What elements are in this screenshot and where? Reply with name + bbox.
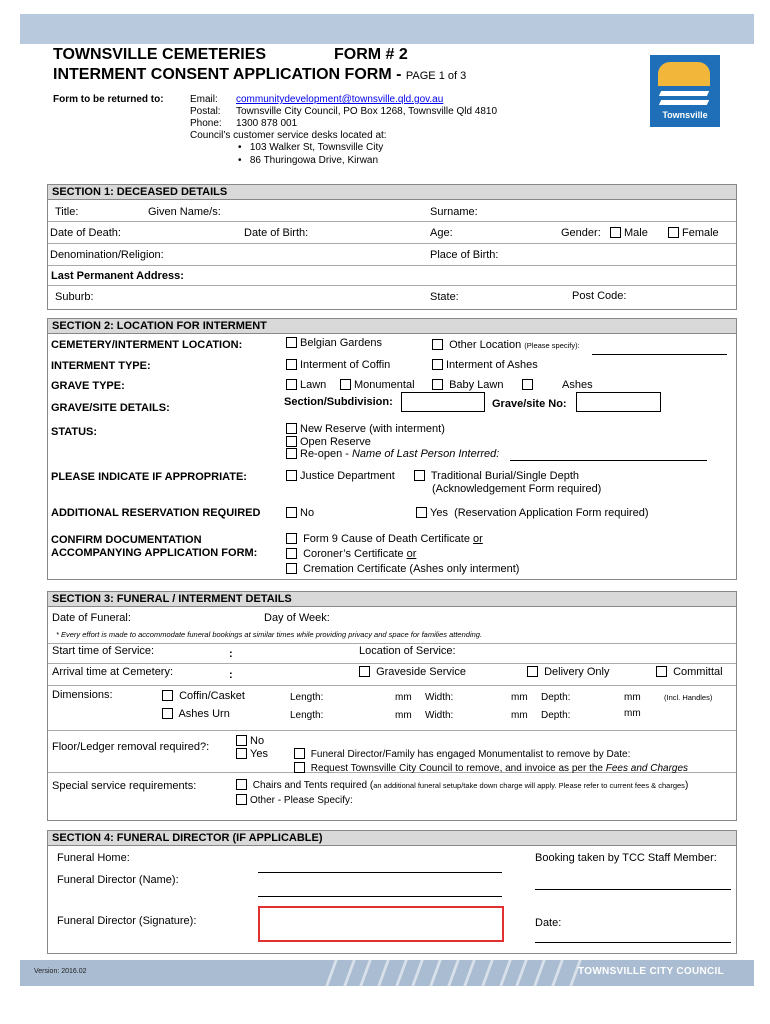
section-subdivision-input[interactable] — [401, 392, 485, 412]
day-of-week-field[interactable]: Day of Week: — [264, 612, 330, 624]
page-indicator: PAGE 1 of 3 — [405, 70, 467, 82]
coffin-length-mm: mm — [395, 692, 412, 703]
postal-address: Townsville City Council, PO Box 1268, Townsville Qld 4810 — [236, 106, 498, 117]
council-remove-label: Request Townsville City Council to remove, and invoice as per the — [310, 763, 606, 774]
other-specify-checkbox[interactable] — [236, 794, 247, 805]
lawn-label: Lawn — [300, 379, 327, 391]
coffin-casket-checkbox[interactable] — [162, 690, 173, 701]
other-location-line[interactable] — [592, 354, 727, 355]
place-of-birth-field[interactable]: Place of Birth: — [430, 249, 499, 261]
open-reserve-checkbox[interactable] — [286, 436, 297, 447]
floor-ledger-label: Floor/Ledger removal required?: — [52, 741, 210, 753]
female-checkbox-box[interactable] — [668, 227, 679, 238]
interment-type-label: INTERMENT TYPE: — [51, 360, 151, 372]
monumental-option[interactable] — [340, 379, 415, 391]
surname-field[interactable]: Surname: — [430, 206, 478, 218]
ashes-urn-option[interactable] — [162, 708, 230, 720]
coffin-depth-label[interactable]: Depth: — [541, 692, 571, 703]
desk-2-text: 86 Thuringowa Drive, Kirwan — [249, 155, 379, 166]
interment-ashes-label: Interment of Ashes — [446, 359, 538, 371]
cremation-option[interactable] — [286, 563, 519, 575]
monumentalist-checkbox[interactable] — [294, 748, 305, 759]
urn-width-mm: mm — [511, 710, 528, 721]
urn-length-mm: mm — [395, 710, 412, 721]
coffin-casket-label: Coffin/Casket — [179, 690, 245, 702]
other-location-label: Other Location — [449, 339, 522, 351]
interment-ashes-option[interactable] — [432, 359, 538, 371]
form-number: FORM # 2 — [334, 46, 408, 63]
ashes-grave-checkbox[interactable] — [522, 379, 533, 390]
belgian-gardens-label: Belgian Gardens — [300, 337, 382, 349]
graveside-label: Graveside Service — [376, 666, 466, 678]
male-label: Male — [624, 227, 648, 239]
fd-name-line[interactable] — [258, 896, 502, 897]
coffin-width-label[interactable]: Width: — [425, 692, 454, 703]
additional-reservation-label: ADDITIONAL RESERVATION REQUIRED — [51, 507, 261, 519]
suburb-field[interactable]: Suburb: — [55, 291, 94, 303]
section-3-heading: SECTION 3: FUNERAL / INTERMENT DETAILS — [48, 592, 736, 607]
other-location-checkbox[interactable] — [432, 339, 443, 350]
coffin-casket-option[interactable] — [162, 690, 245, 702]
floor-yes-label: Yes — [250, 748, 268, 760]
form9-option[interactable] — [286, 533, 483, 545]
chairs-tents-option[interactable] — [236, 779, 688, 791]
please-indicate-label: PLEASE INDICATE IF APPROPRIATE: — [51, 471, 247, 483]
urn-depth-mm: mm — [624, 708, 641, 719]
committal-option[interactable] — [656, 666, 723, 678]
ashes-urn-label: Ashes Urn — [178, 708, 230, 720]
other-location-option[interactable] — [432, 339, 580, 351]
committal-label: Committal — [673, 666, 723, 678]
reopen-label: Re-open - — [300, 448, 352, 460]
date-line[interactable] — [535, 942, 731, 943]
date-of-birth-field[interactable]: Date of Birth: — [244, 227, 309, 239]
gender-label: Gender: — [561, 227, 601, 239]
lawn-option[interactable] — [286, 379, 326, 391]
phone-label: Phone: — [190, 118, 222, 129]
open-reserve-option[interactable] — [286, 436, 371, 448]
floor-no-label: No — [250, 735, 265, 747]
staff-member-line[interactable] — [535, 889, 731, 890]
given-names-field[interactable]: Given Name/s: — [148, 206, 221, 218]
ashes-urn-checkbox[interactable] — [162, 708, 173, 719]
other-specify-option[interactable] — [236, 794, 353, 806]
cremation-label: Cremation Certificate (Ashes only interment) — [303, 563, 520, 575]
council-remove-checkbox[interactable] — [294, 762, 305, 773]
arrival-time-field[interactable]: Arrival time at Cemetery: — [52, 666, 174, 678]
monumentalist-option[interactable] — [294, 748, 630, 760]
graveside-checkbox[interactable] — [359, 666, 370, 677]
council-remove-option[interactable] — [294, 762, 688, 774]
phone-number: 1300 878 001 — [236, 118, 298, 129]
header-bar — [20, 14, 754, 44]
start-time-colon: : — [229, 648, 233, 660]
booking-note: * Every effort is made to accommodate funeral bookings at similar times while providing privacy and space for families attending. — [56, 630, 483, 639]
floor-no-option[interactable] — [236, 735, 264, 747]
baby-lawn-option[interactable] — [432, 379, 504, 391]
additional-reservation-no[interactable] — [286, 507, 314, 519]
incl-handles-note: (Incl. Handles) — [664, 693, 713, 702]
logo-wave-2 — [659, 100, 709, 105]
return-label: Form to be returned to: — [53, 94, 164, 105]
delivery-only-label: Delivery Only — [544, 666, 610, 678]
section-2-heading: SECTION 2: LOCATION FOR INTERMENT — [48, 319, 736, 334]
dimensions-label: Dimensions: — [52, 689, 113, 701]
reservation-no-checkbox[interactable] — [286, 507, 297, 518]
chairs-tents-close: ) — [684, 780, 689, 791]
funeral-home-line[interactable] — [258, 872, 502, 873]
footer-stripes — [320, 960, 600, 986]
form-title: INTERMENT CONSENT APPLICATION FORM - — [53, 66, 402, 83]
coroner-option[interactable] — [286, 548, 416, 560]
state-field[interactable]: State: — [430, 291, 459, 303]
committal-checkbox[interactable] — [656, 666, 667, 677]
additional-reservation-yes[interactable] — [416, 507, 649, 519]
council-footer-label: TOWNSVILLE CITY COUNCIL — [578, 966, 724, 977]
email-address[interactable]: communitydevelopment@townsville.qld.gov.au — [236, 94, 444, 105]
arrival-time-colon: : — [229, 669, 233, 681]
fd-signature-box[interactable] — [258, 906, 504, 942]
email-label: Email: — [190, 94, 218, 105]
urn-length-label[interactable]: Length: — [290, 710, 324, 721]
funeral-home-label: Funeral Home: — [57, 852, 130, 864]
section-4-heading: SECTION 4: FUNERAL DIRECTOR (IF APPLICABLE) — [48, 831, 736, 846]
new-reserve-checkbox[interactable] — [286, 423, 297, 434]
status-label: STATUS: — [51, 426, 98, 438]
floor-yes-option[interactable] — [236, 748, 268, 760]
confirm-doc-label-2: ACCOMPANYING APPLICATION FORM: — [51, 547, 258, 559]
grave-site-no-input[interactable] — [576, 392, 661, 412]
coroner-label: Coroner’s Certificate — [303, 548, 407, 560]
fees-charges-label: Fees and Charges — [605, 763, 689, 774]
section-1-heading: SECTION 1: DECEASED DETAILS — [48, 185, 736, 200]
delivery-only-option[interactable] — [527, 666, 609, 678]
female-label: Female — [682, 227, 719, 239]
reservation-no-label: No — [300, 507, 315, 519]
delivery-only-checkbox[interactable] — [527, 666, 538, 677]
traditional-burial-label: Traditional Burial/Single Depth — [430, 470, 580, 482]
baby-lawn-label: Baby Lawn — [449, 379, 504, 391]
cremation-checkbox[interactable] — [286, 563, 297, 574]
coffin-length-label[interactable]: Length: — [290, 692, 324, 703]
interment-coffin-checkbox[interactable] — [286, 359, 297, 370]
monumentalist-label: Funeral Director/Family has engaged Monumentalist to remove by Date: — [310, 749, 631, 760]
traditional-burial-checkbox[interactable] — [414, 470, 425, 481]
location-of-service-field[interactable]: Location of Service: — [359, 645, 456, 657]
section-1 — [47, 184, 737, 310]
page-title — [53, 66, 466, 84]
form9-or: or — [473, 533, 483, 545]
logo-sun-shape — [658, 62, 710, 86]
monumental-checkbox[interactable] — [340, 379, 351, 390]
coffin-width-mm: mm — [511, 692, 528, 703]
other-specify-label: Other - Please Specify: — [250, 795, 353, 806]
grave-type-label: GRAVE TYPE: — [51, 380, 125, 392]
fd-name-label: Funeral Director (Name): — [57, 874, 179, 886]
logo-wave-1 — [659, 91, 709, 96]
last-address-label[interactable]: Last Permanent Address: — [51, 270, 184, 282]
postal-label: Postal: — [190, 106, 221, 117]
urn-depth-label[interactable]: Depth: — [541, 710, 571, 721]
confirm-doc-label-1: CONFIRM DOCUMENTATION — [51, 534, 202, 546]
justice-department-option[interactable] — [286, 470, 395, 482]
floor-no-checkbox[interactable] — [236, 735, 247, 746]
date-of-death-field[interactable]: Date of Death: — [50, 227, 121, 239]
lawn-checkbox[interactable] — [286, 379, 297, 390]
grave-site-no-label: Grave/site No: — [492, 398, 567, 410]
grave-site-details-label: GRAVE/SITE DETAILS: — [51, 402, 170, 414]
form9-label: Form 9 Cause of Death Certificate — [303, 533, 474, 545]
coffin-depth-mm: mm — [624, 692, 641, 703]
postcode-field[interactable]: Post Code: — [572, 290, 627, 302]
gender-male-checkbox[interactable] — [610, 227, 648, 239]
townsville-logo — [650, 55, 720, 127]
chairs-tents-label: Chairs and Tents required ( — [252, 780, 374, 791]
acknowledgement-note: (Acknowledgement Form required) — [432, 483, 602, 495]
gender-female-checkbox[interactable] — [668, 227, 719, 239]
new-reserve-label: New Reserve (with interment) — [300, 423, 445, 435]
footer-bar — [20, 960, 754, 986]
age-field[interactable]: Age: — [430, 227, 453, 239]
cemetery-location-label: CEMETERY/INTERMENT LOCATION: — [51, 339, 243, 351]
justice-department-label: Justice Department — [300, 470, 395, 482]
coroner-checkbox[interactable] — [286, 548, 297, 559]
fd-signature-label: Funeral Director (Signature): — [57, 915, 197, 927]
last-person-interred-line[interactable] — [510, 460, 707, 461]
desk-1-text: 103 Walker St, Townsville City — [249, 142, 384, 153]
date-of-funeral-field[interactable]: Date of Funeral: — [52, 612, 131, 624]
email-link[interactable] — [236, 94, 443, 105]
traditional-burial-option[interactable] — [414, 470, 579, 482]
section-subdivision-label: Section/Subdivision: — [284, 396, 393, 408]
last-person-interred-label: Name of Last Person Interred: — [351, 448, 500, 460]
belgian-gardens-option[interactable] — [286, 337, 382, 349]
reopen-option[interactable] — [286, 448, 499, 460]
ashes-grave-option[interactable] — [522, 379, 536, 391]
desks-label: Council’s customer service desks located at: — [190, 130, 387, 141]
urn-width-label[interactable]: Width: — [425, 710, 454, 721]
reservation-yes-checkbox[interactable] — [416, 507, 427, 518]
logo-text: Townsville — [662, 110, 708, 120]
interment-coffin-option[interactable] — [286, 359, 390, 371]
chairs-tents-note: an additional funeral setup/take down charge will apply. Please refer to current fees & charges — [373, 781, 685, 790]
start-time-field[interactable]: Start time of Service: — [52, 645, 155, 657]
male-checkbox-box[interactable] — [610, 227, 621, 238]
date-label: Date: — [535, 917, 562, 929]
ashes-grave-label: Ashes — [562, 379, 593, 391]
title-field-label[interactable]: Title: — [55, 206, 79, 218]
graveside-service-option[interactable] — [359, 666, 466, 678]
open-reserve-label: Open Reserve — [300, 436, 371, 448]
version-label: Version: 2016.02 — [34, 968, 87, 975]
justice-department-checkbox[interactable] — [286, 470, 297, 481]
reservation-app-note: (Reservation Application Form required) — [454, 507, 649, 519]
org-title: TOWNSVILLE CEMETERIES — [53, 46, 267, 63]
form9-checkbox[interactable] — [286, 533, 297, 544]
coroner-or: or — [406, 548, 417, 560]
special-service-label: Special service requirements: — [52, 780, 197, 792]
reopen-checkbox[interactable] — [286, 448, 297, 459]
belgian-gardens-checkbox[interactable] — [286, 337, 297, 348]
desk-2: • 86 Thuringowa Drive, Kirwan — [238, 155, 379, 166]
baby-lawn-checkbox[interactable] — [432, 379, 443, 390]
floor-yes-checkbox[interactable] — [236, 748, 247, 759]
desk-1: • 103 Walker St, Townsville City — [238, 142, 384, 153]
interment-coffin-label: Interment of Coffin — [300, 359, 391, 371]
interment-ashes-checkbox[interactable] — [432, 359, 443, 370]
denomination-field[interactable]: Denomination/Religion: — [50, 249, 164, 261]
chairs-tents-checkbox[interactable] — [236, 779, 247, 790]
monumental-label: Monumental — [354, 379, 415, 391]
reservation-yes-label: Yes — [430, 507, 448, 519]
new-reserve-option[interactable] — [286, 423, 445, 435]
please-specify-note: (Please specify): — [524, 341, 580, 350]
booking-taken-label: Booking taken by TCC Staff Member: — [535, 852, 717, 864]
